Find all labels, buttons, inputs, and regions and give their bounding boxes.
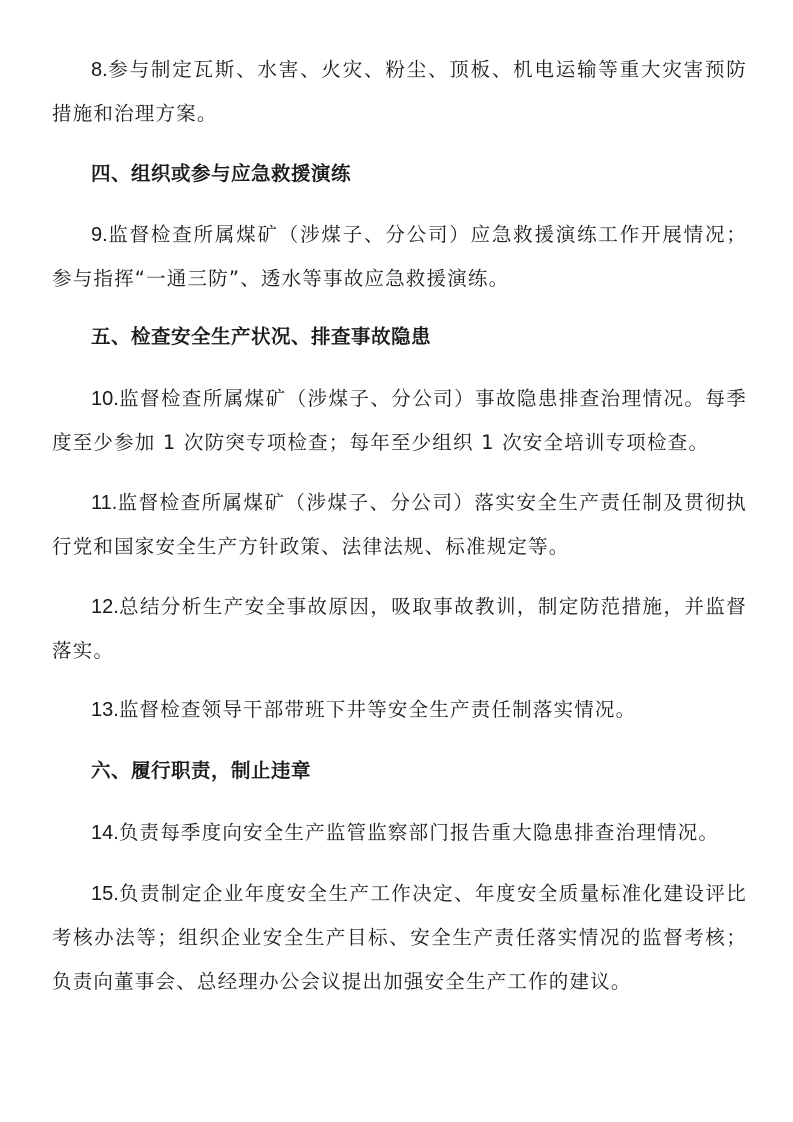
item-11 — [52, 481, 747, 569]
item-13 — [52, 688, 747, 732]
item-text: 监督检查领导干部带班下井等安全生产责任制落实情况。 — [118, 698, 637, 721]
item-number: 10. — [91, 388, 119, 410]
section-heading-6: 六、履行职责，制止违章 — [91, 759, 312, 782]
item-number: 14. — [91, 822, 119, 844]
item-8 — [52, 48, 747, 136]
item-number: 12. — [91, 596, 119, 618]
item-text: 监督检查所属煤矿（涉煤子、分公司）落实安全生产责任制及贯彻执行党和国家安全生产方针政策、法律法规、标准规定等。 — [52, 491, 747, 558]
item-number: 9. — [91, 224, 108, 246]
item-text: 负责每季度向安全生产监管监察部门报告重大隐患排查治理情况。 — [118, 821, 720, 844]
item-number: 8. — [91, 59, 108, 81]
item-9 — [52, 213, 747, 301]
item-15 — [52, 872, 747, 1004]
item-number: 13. — [91, 699, 119, 721]
item-number: 15. — [91, 883, 119, 905]
item-number: 11. — [91, 492, 118, 514]
item-text: 监督检查所属煤矿（涉煤子、分公司）应急救援演练工作开展情况；参与指挥“一通三防”、透水等事故应急救援演练。 — [52, 223, 747, 290]
item-10 — [52, 377, 747, 465]
section-heading-4: 四、组织或参与应急救援演练 — [91, 162, 352, 185]
item-14 — [52, 811, 747, 855]
item-12 — [52, 585, 747, 673]
item-text: 负责制定企业年度安全生产工作决定、年度安全质量标准化建设评比考核办法等；组织企业安全生产目标、安全生产责任落实情况的监督考核；负责向董事会、总经理办公会议提出加强安全生产工作的建议。 — [52, 882, 747, 993]
item-text: 监督检查所属煤矿（涉煤子、分公司）事故隐患排查治理情况。每季度至少参加 1 次防突专项检查；每年至少组织 1 次安全培训专项检查。 — [52, 387, 747, 454]
item-text: 总结分析生产安全事故原因，吸取事故教训，制定防范措施，并监督落实。 — [52, 595, 747, 662]
item-text: 参与制定瓦斯、水害、火灾、粉尘、顶板、机电运输等重大灾害预防措施和治理方案。 — [52, 58, 747, 125]
section-heading-5: 五、检查安全生产状况、排查事故隐患 — [91, 325, 432, 348]
